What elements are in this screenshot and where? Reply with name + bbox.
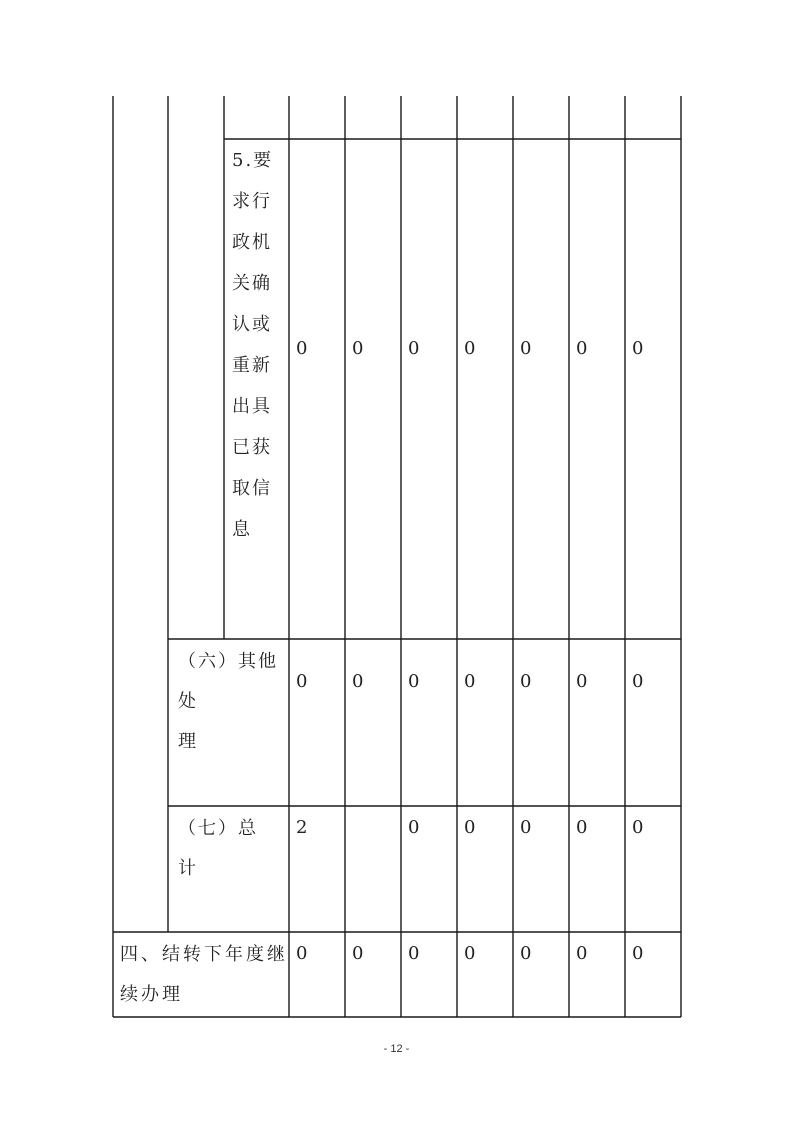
- table-cell: 0: [296, 671, 308, 692]
- table-cell: 0: [464, 943, 476, 964]
- table-cell: 0: [576, 817, 588, 838]
- table-cell: 0: [464, 338, 476, 359]
- table-cell: 0: [408, 338, 420, 359]
- row-label-item6: （六）其他 处 理: [178, 651, 278, 752]
- table-cell: 0: [632, 817, 644, 838]
- table-cell: 2: [296, 817, 308, 838]
- table-cell: 0: [352, 671, 364, 692]
- table-cell: 0: [352, 943, 364, 964]
- table-cell: 0: [296, 943, 308, 964]
- table-cell: 0: [632, 943, 644, 964]
- table-cell: 0: [296, 338, 308, 359]
- table-cell: 0: [520, 671, 532, 692]
- table-cell: 0: [464, 671, 476, 692]
- row-label-item5: 5.要 求行 政机 关确 认或 重新 出具 已获 取信 息: [232, 150, 274, 540]
- table-cell: 0: [520, 943, 532, 964]
- table-cell: 0: [520, 338, 532, 359]
- table-cell: 0: [408, 943, 420, 964]
- table-cell: 0: [632, 338, 644, 359]
- table-cell: 0: [352, 338, 364, 359]
- table-cell: 0: [576, 338, 588, 359]
- table-cell: 0: [576, 943, 588, 964]
- row-label-item4: 四、结转下年度继 续办理: [120, 944, 288, 1005]
- table-cell: 0: [408, 671, 420, 692]
- page-number: - 12 -: [383, 1043, 410, 1055]
- table-cell: 0: [464, 817, 476, 838]
- table-cell: 0: [632, 671, 644, 692]
- table-cell: 0: [520, 817, 532, 838]
- table-cell: 0: [408, 817, 420, 838]
- table-cell: 0: [576, 671, 588, 692]
- row-label-item7: （七）总 计: [178, 818, 258, 879]
